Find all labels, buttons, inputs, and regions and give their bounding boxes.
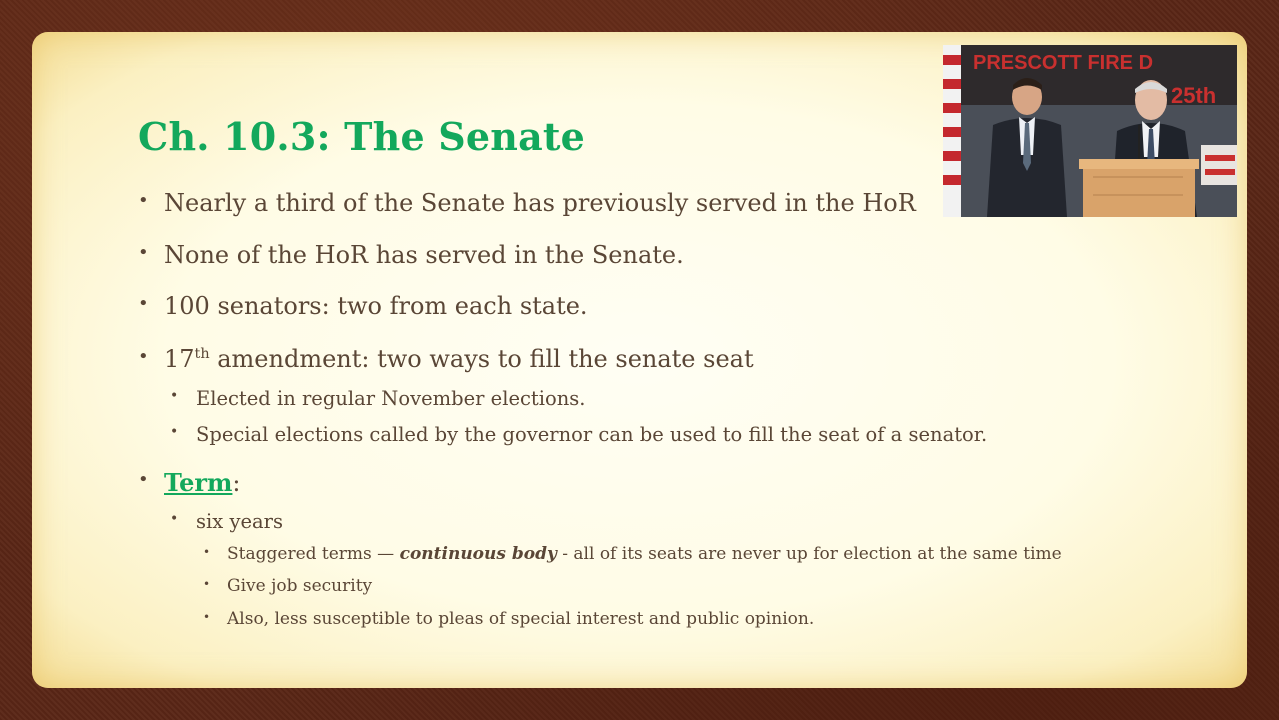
detail-less-susceptible: • Also, less susceptible to pleas of special interest and public opinion. [227,609,814,629]
sub-bullet-regular-elections: • Elected in regular November elections. [196,387,585,410]
bullet-list [32,32,1247,688]
bullet-hor-service: • Nearly a third of the Senate has previously served in the HoR [164,189,916,217]
banner-text-2: 25th [1171,83,1217,108]
term-colon: : [232,469,241,497]
bullet-senator-count: • 100 senators: two from each state. [164,292,588,320]
term-link[interactable]: Term [164,468,233,497]
detail-job-security: • Give job security [227,576,372,596]
detail-staggered-terms [227,544,1062,564]
slide-canvas [32,32,1247,688]
sub-bullet-special-elections: • Special elections called by the governor can be used to fill the seat of a senator. [196,423,987,446]
bullet-amendment [164,345,754,373]
sub-bullet-six-years: • six years [196,510,283,533]
continuous-body-emphasis: continuous body [399,544,557,564]
amendment-sup: th [194,346,210,362]
staggered-suffix: - all of its seats are never up for election at the same time [556,544,1062,564]
amendment-text: amendment: two ways to fill the senate seat [209,345,754,373]
banner-text-1: PRESCOTT FIRE D [973,52,1154,74]
amendment-number: 17 [164,345,195,373]
staggered-prefix: Staggered terms — [227,544,400,564]
bullet-term [164,468,241,497]
bullet-senate-service: • None of the HoR has served in the Senate. [164,241,684,269]
slide-title: Ch. 10.3: The Senate [138,114,586,159]
